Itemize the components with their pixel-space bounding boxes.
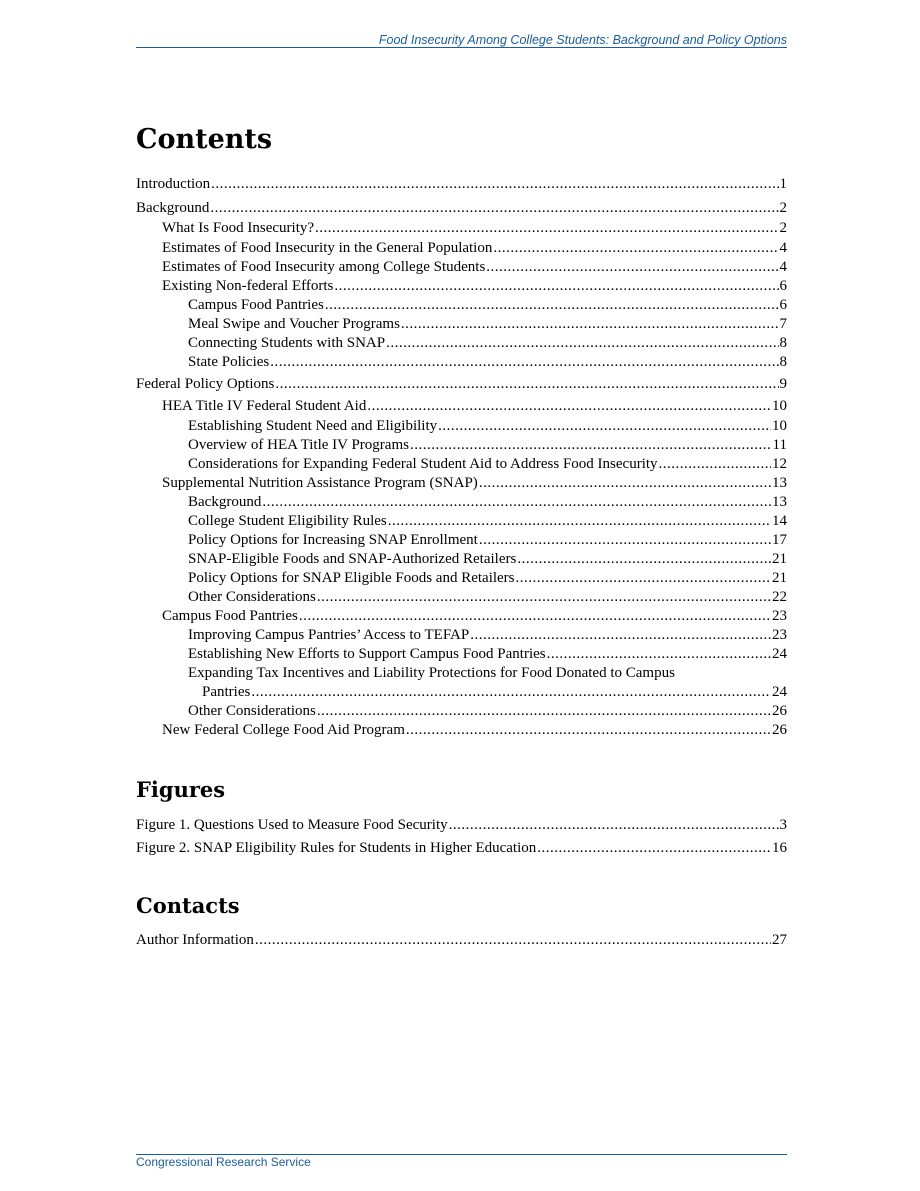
dot-leader xyxy=(270,353,778,371)
toc-entry[interactable] xyxy=(136,702,787,720)
toc-entry-label: Supplemental Nutrition Assistance Program (SNAP) xyxy=(162,475,478,491)
toc-entry-page: 7 xyxy=(779,316,787,332)
toc-entry-label: Existing Non-federal Efforts xyxy=(162,278,334,294)
toc-entry[interactable] xyxy=(136,550,787,568)
header-rule xyxy=(136,47,787,48)
footer-organization: Congressional Research Service xyxy=(136,1155,311,1169)
dot-leader xyxy=(334,277,778,295)
toc-entry-page: 13 xyxy=(772,494,787,510)
toc-entry-page: 21 xyxy=(772,551,787,567)
toc-entry[interactable] xyxy=(136,531,787,549)
dot-leader xyxy=(317,702,771,720)
toc-entry-label: Estimates of Food Insecurity among College Students xyxy=(162,259,486,275)
dot-leader xyxy=(493,239,778,257)
toc-entry[interactable] xyxy=(136,607,787,625)
running-header-title: Food Insecurity Among College Students: Background and Policy Options xyxy=(378,33,787,47)
dot-leader xyxy=(388,512,771,530)
dot-leader xyxy=(275,375,778,393)
toc-entry[interactable] xyxy=(136,277,787,295)
figure-entry-page: 16 xyxy=(772,840,787,856)
toc-entry[interactable] xyxy=(136,296,787,314)
toc-entry-label: Policy Options for SNAP Eligible Foods and Retailers xyxy=(188,570,515,586)
toc-entry-page: 17 xyxy=(772,532,787,548)
toc-entry-label: Background xyxy=(136,200,210,216)
toc-entry-label: Estimates of Food Insecurity in the General Population xyxy=(162,240,493,256)
toc-entry-page: 26 xyxy=(772,722,787,738)
toc-entry-label: Background xyxy=(188,494,262,510)
contents-heading: Contents xyxy=(136,124,273,155)
toc-entry-label: SNAP-Eligible Foods and SNAP-Authorized Retailers xyxy=(188,551,517,567)
toc-entry-page: 2 xyxy=(779,220,787,236)
toc-entry-page: 12 xyxy=(772,456,787,472)
figure-entry-label: Figure 2. SNAP Eligibility Rules for Students in Higher Education xyxy=(136,840,537,856)
contacts-heading: Contacts xyxy=(136,893,240,918)
toc-entry-page: 13 xyxy=(772,475,787,491)
dot-leader xyxy=(325,296,779,314)
toc-entry[interactable] xyxy=(136,334,787,352)
toc-entry-label: Federal Policy Options xyxy=(136,376,275,392)
figure-entry-page: 3 xyxy=(779,817,787,833)
toc-entry-page: 8 xyxy=(779,354,787,370)
dot-leader xyxy=(367,397,771,415)
toc-entry-label-first-line[interactable]: Expanding Tax Incentives and Liability Protections for Food Donated to Campus xyxy=(188,665,675,681)
toc-entry-page: 1 xyxy=(779,176,787,192)
toc-entry-page: 4 xyxy=(779,240,787,256)
toc-entry[interactable] xyxy=(136,455,787,473)
contact-entry-label: Author Information xyxy=(136,932,254,948)
toc-entry-label: Introduction xyxy=(136,176,211,192)
dot-leader xyxy=(449,816,779,834)
dot-leader xyxy=(659,455,771,473)
toc-entry-page: 10 xyxy=(772,398,787,414)
dot-leader xyxy=(479,531,771,549)
toc-entry-label: Establishing Student Need and Eligibility xyxy=(188,418,438,434)
toc-entry[interactable] xyxy=(136,417,787,435)
dot-leader xyxy=(410,436,772,454)
toc-entry-label: Establishing New Efforts to Support Campus Food Pantries xyxy=(188,646,546,662)
dot-leader xyxy=(210,199,778,217)
dot-leader xyxy=(317,588,771,606)
toc-entry-label: New Federal College Food Aid Program xyxy=(162,722,405,738)
dot-leader xyxy=(479,474,771,492)
toc-entry-label: Policy Options for Increasing SNAP Enrollment xyxy=(188,532,478,548)
dot-leader xyxy=(406,721,771,739)
toc-entry[interactable] xyxy=(136,569,787,587)
contact-entry[interactable] xyxy=(136,931,787,949)
dot-leader xyxy=(315,219,778,237)
dot-leader xyxy=(470,626,771,644)
toc-entry-label: What Is Food Insecurity? xyxy=(162,220,315,236)
dot-leader xyxy=(517,550,771,568)
toc-entry-label-continuation: Pantries xyxy=(202,684,251,700)
toc-entry-label: Other Considerations xyxy=(188,703,316,719)
toc-entry-page: 10 xyxy=(772,418,787,434)
figure-entry[interactable] xyxy=(136,839,787,857)
toc-entry[interactable] xyxy=(136,239,787,257)
dot-leader xyxy=(211,175,778,193)
toc-entry[interactable] xyxy=(136,436,787,454)
toc-entry-page: 6 xyxy=(779,297,787,313)
figure-entry[interactable] xyxy=(136,816,787,834)
toc-entry[interactable] xyxy=(136,683,787,701)
toc-entry-label: Campus Food Pantries xyxy=(162,608,298,624)
toc-entry-page: 2 xyxy=(779,200,787,216)
toc-entry[interactable] xyxy=(136,512,787,530)
toc-entry[interactable] xyxy=(136,219,787,237)
toc-entry[interactable] xyxy=(136,721,787,739)
toc-entry-page: 23 xyxy=(772,627,787,643)
toc-entry[interactable] xyxy=(136,588,787,606)
toc-entry-page: 8 xyxy=(779,335,787,351)
dot-leader xyxy=(401,315,779,333)
dot-leader xyxy=(262,493,771,511)
toc-entry-label: College Student Eligibility Rules xyxy=(188,513,387,529)
toc-entry-page: 14 xyxy=(772,513,787,529)
toc-entry[interactable] xyxy=(136,474,787,492)
dot-leader xyxy=(255,931,771,949)
dot-leader xyxy=(486,258,778,276)
toc-entry-label: Meal Swipe and Voucher Programs xyxy=(188,316,400,332)
toc-entry-label: Other Considerations xyxy=(188,589,316,605)
toc-entry[interactable] xyxy=(136,493,787,511)
toc-entry-page: 24 xyxy=(772,646,787,662)
dot-leader xyxy=(547,645,771,663)
toc-entry-label: State Policies xyxy=(188,354,270,370)
dot-leader xyxy=(299,607,771,625)
toc-entry[interactable] xyxy=(136,626,787,644)
toc-entry-label: Overview of HEA Title IV Programs xyxy=(188,437,409,453)
toc-entry-label: Improving Campus Pantries’ Access to TEFAP xyxy=(188,627,470,643)
toc-entry[interactable] xyxy=(136,258,787,276)
toc-entry-label: Connecting Students with SNAP xyxy=(188,335,386,351)
toc-entry-page: 21 xyxy=(772,570,787,586)
toc-entry-page: 22 xyxy=(772,589,787,605)
toc-entry-label: Considerations for Expanding Federal Student Aid to Address Food Insecurity xyxy=(188,456,658,472)
dot-leader xyxy=(537,839,771,857)
toc-entry-page: 24 xyxy=(772,684,787,700)
figure-entry-label: Figure 1. Questions Used to Measure Food Security xyxy=(136,817,448,833)
contact-entry-page: 27 xyxy=(772,932,787,948)
toc-entry[interactable] xyxy=(136,397,787,415)
dot-leader xyxy=(438,417,771,435)
toc-entry[interactable] xyxy=(136,353,787,371)
dot-leader xyxy=(251,683,771,701)
toc-entry-page: 26 xyxy=(772,703,787,719)
figures-heading: Figures xyxy=(136,777,226,802)
toc-entry-page: 23 xyxy=(772,608,787,624)
toc-entry[interactable] xyxy=(136,375,787,393)
toc-entry[interactable] xyxy=(136,199,787,217)
toc-entry[interactable] xyxy=(136,645,787,663)
toc-entry-page: 4 xyxy=(779,259,787,275)
dot-leader xyxy=(386,334,778,352)
toc-entry-label: HEA Title IV Federal Student Aid xyxy=(162,398,367,414)
toc-entry-page: 9 xyxy=(779,376,787,392)
toc-entry[interactable] xyxy=(136,175,787,193)
dot-leader xyxy=(516,569,771,587)
toc-entry[interactable] xyxy=(136,315,787,333)
toc-entry-page: 11 xyxy=(772,437,787,453)
toc-entry-page: 6 xyxy=(779,278,787,294)
toc-entry-label: Campus Food Pantries xyxy=(188,297,324,313)
